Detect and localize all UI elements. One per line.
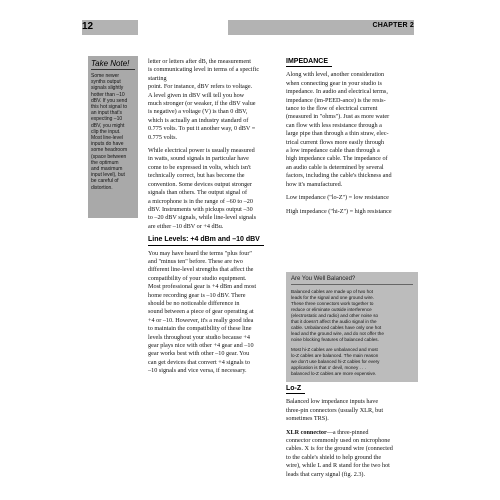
take-note-body: Some newer synths output signals slightly hotter than –10 dBV. If you send this hot signal to an input that's expecting –10 dBV, you might clip the input. Most line-level inputs do have some headroom (space between the optimum and maximum input level), but be careful of distortion. xyxy=(91,73,128,191)
heading-lo-z xyxy=(286,385,418,394)
high-impedance-line: High impedance ("hi-Z") = high resistance xyxy=(286,207,392,215)
paragraph-lo-z: Balanced low impedance inputs have three-pin connectors (usually XLR, but sometimes TRS). xyxy=(286,398,384,423)
heading-lo-z-text: Lo-Z xyxy=(286,385,305,394)
paragraph-dbv: letter or letters after dB, the measurement is communicating level in terms of a specific starting point. For instance, dBV refers to voltage. A level given in dBV will tell you how much stronger (or weaker, if the dBV value is negative) a voltage (V) is than 0 dBV, which is actually an industry standard of 0.775 volts. To put it another way, 0 dBV = 0.775 volts. xyxy=(148,58,260,141)
chapter-label: CHAPTER 2 xyxy=(372,22,414,29)
page-number: 12 xyxy=(82,21,94,32)
take-note-title: Take Note! xyxy=(91,59,135,70)
balanced-sidebar-box xyxy=(286,272,418,382)
paragraph-plus-four: You may have heard the terms "plus four" and "minus ten" before. These are two different line-level strengths that affect the compatibility of your studio equipment. Most professional gear is +4 dBm and most home recording gear is –10 dBV. There should be no noticeable difference in sound between a piece of gear operating at +4 or –10. However, it's a really good idea to maintain the compatibility of these line levels throughout your studio because +4 gear plays nice with other +4 gear and –10 gear works best with other –10 gear. You can get devices that convert +4 signals to –10 signals and vice versa, if necessary. xyxy=(148,249,257,375)
text-column-right xyxy=(286,58,418,221)
heading-line-levels-text: Line Levels: +4 dBm and –10 dBV xyxy=(148,236,264,245)
heading-line-levels xyxy=(148,236,278,245)
xlr-term: XLR connector xyxy=(286,428,327,436)
take-note-sidebar xyxy=(88,56,138,218)
balanced-box-title: Are You Well Balanced? xyxy=(291,276,413,285)
text-column-lo-z xyxy=(286,385,418,484)
balanced-box-paragraph-2: Most hi-Z cables are unbalanced and most lo-Z cables are balanced. The main reason we don't use balanced hi-Z cables for every application is that o' devil, money . . . balanced lo-Z cables are more expensive. xyxy=(291,347,380,376)
xlr-definition: —a three-pinned connector commonly used on microphone cables. X is for the ground wire (connected to the cable's shield to help ground the wire), while L and R stand for the two hot leads that carry signal (fig. 2.3). xyxy=(286,428,393,478)
text-column-left xyxy=(148,58,278,381)
paragraph-impedance: Along with level, another consideration when connecting gear in your studio is impedance. In audio and electrical terms, impedance (im-PEED-ance) is the resis- tance to the flow of electrical current (measured in "ohms"). Just as more water can flow with less resistance through a large pipe than through a thin straw, elec- trical current flows more easily through a low impedance cable than through a high impedance cable. The impedance of an audio cable is determined by several factors, including the cable's thickness and how it's manufactured. xyxy=(286,71,392,188)
low-impedance-line: Low impedance ("lo-Z") = low resistance xyxy=(286,194,389,202)
heading-impedance-text: IMPEDANCE xyxy=(286,58,332,67)
heading-impedance xyxy=(286,58,418,67)
paragraph-xlr xyxy=(286,429,418,479)
paragraph-volts: While electrical power is usually measured in watts, sound signals in particular have come to be expressed in volts, which isn't technically correct, but has become the convention. Some devices output stronger signals than others. The output signal of a microphone is in the range of –60 to –20 dBV. Instruments with pickups output –30 to –20 dBV signals, while line-level signals are either –10 dBV or +4 dBu. xyxy=(148,147,256,230)
balanced-box-paragraph-1: Balanced cables are made up of two hot leads for the signal and one ground wire. These three connectors work together to reduce or eliminate outside interference (electrostatic and radio) and other noise so that it doesn't affect the audio signal in the cable. Unbalanced cables have only one hot lead and the ground wire, and do not offer the noise blocking features of balanced cables. xyxy=(291,289,384,342)
